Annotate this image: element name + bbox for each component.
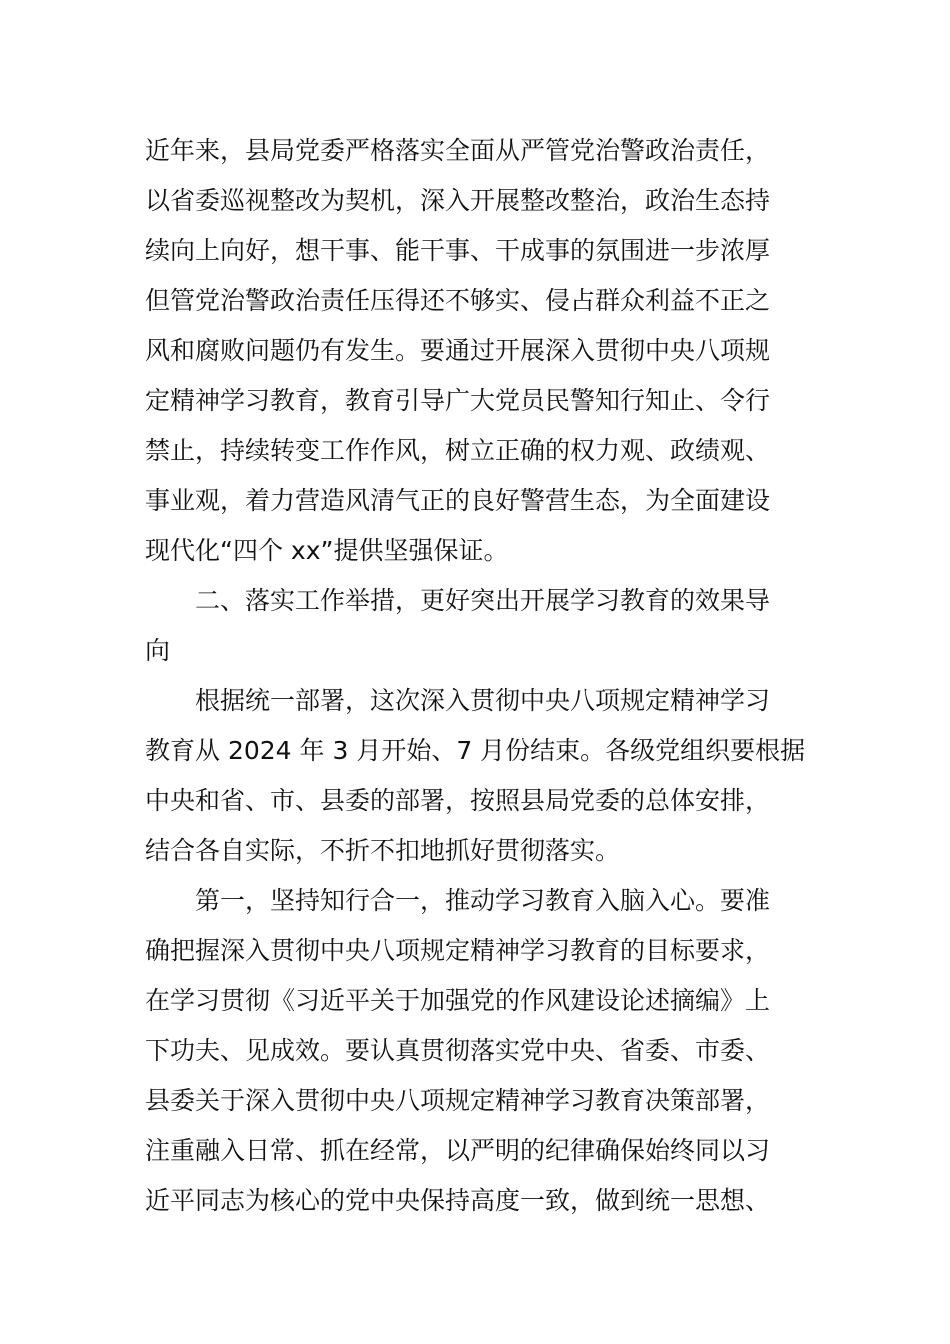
text-line-14: 中央和省、市、县委的部署，按照县局党委的总体安排， [145,786,771,815]
text-line-19: 下功夫、见成效。要认真贯彻落实党中央、省委、市委、 [145,1036,771,1065]
section-heading-line-2: 向 [145,636,171,665]
text-line-6: 定精神学习教育，教育引导广大党员民警知行知止、令行 [145,386,771,415]
text-line-7: 禁止，持续转变工作作风，树立正确的权力观、政绩观、 [145,436,771,465]
text-line-15: 结合各自实际，不折不扣地抓好贯彻落实。 [145,836,621,865]
text-line-13: 教育从 2024 年 3 月开始、7 月份结束。各级党组织要根据 [145,736,806,765]
section-heading-line-1: 二、落实工作举措，更好突出开展学习教育的效果导 [195,586,771,615]
text-line-18: 在学习贯彻《习近平关于加强党的作风建设论述摘编》上 [145,986,771,1015]
text-line-1: 近年来，县局党委严格落实全面从严管党治警政治责任， [145,136,771,165]
text-line-2: 以省委巡视整改为契机，深入开展整改整治，政治生态持 [145,186,771,215]
text-line-21: 注重融入日常、抓在经常，以严明的纪律确保始终同以习 [145,1136,771,1165]
text-line-3: 续向上向好，想干事、能干事、干成事的氛围进一步浓厚 [145,236,771,265]
text-line-17: 确把握深入贯彻中央八项规定精神学习教育的目标要求， [145,936,771,965]
text-line-8: 事业观，着力营造风清气正的良好警营生态，为全面建设 [145,486,771,515]
text-line-12: 根据统一部署，这次深入贯彻中央八项规定精神学习 [195,686,771,715]
text-line-22: 近平同志为核心的党中央保持高度一致，做到统一思想、 [145,1186,771,1215]
text-line-16: 第一，坚持知行合一，推动学习教育入脑入心。要准 [195,886,771,915]
text-line-20: 县委关于深入贯彻中央八项规定精神学习教育决策部署， [145,1086,771,1115]
text-line-9: 现代化“四个 xx”提供坚强保证。 [145,536,509,565]
text-line-5: 风和腐败问题仍有发生。要通过开展深入贯彻中央八项规 [145,336,771,365]
text-line-4: 但管党治警政治责任压得还不够实、侵占群众利益不正之 [145,286,771,315]
